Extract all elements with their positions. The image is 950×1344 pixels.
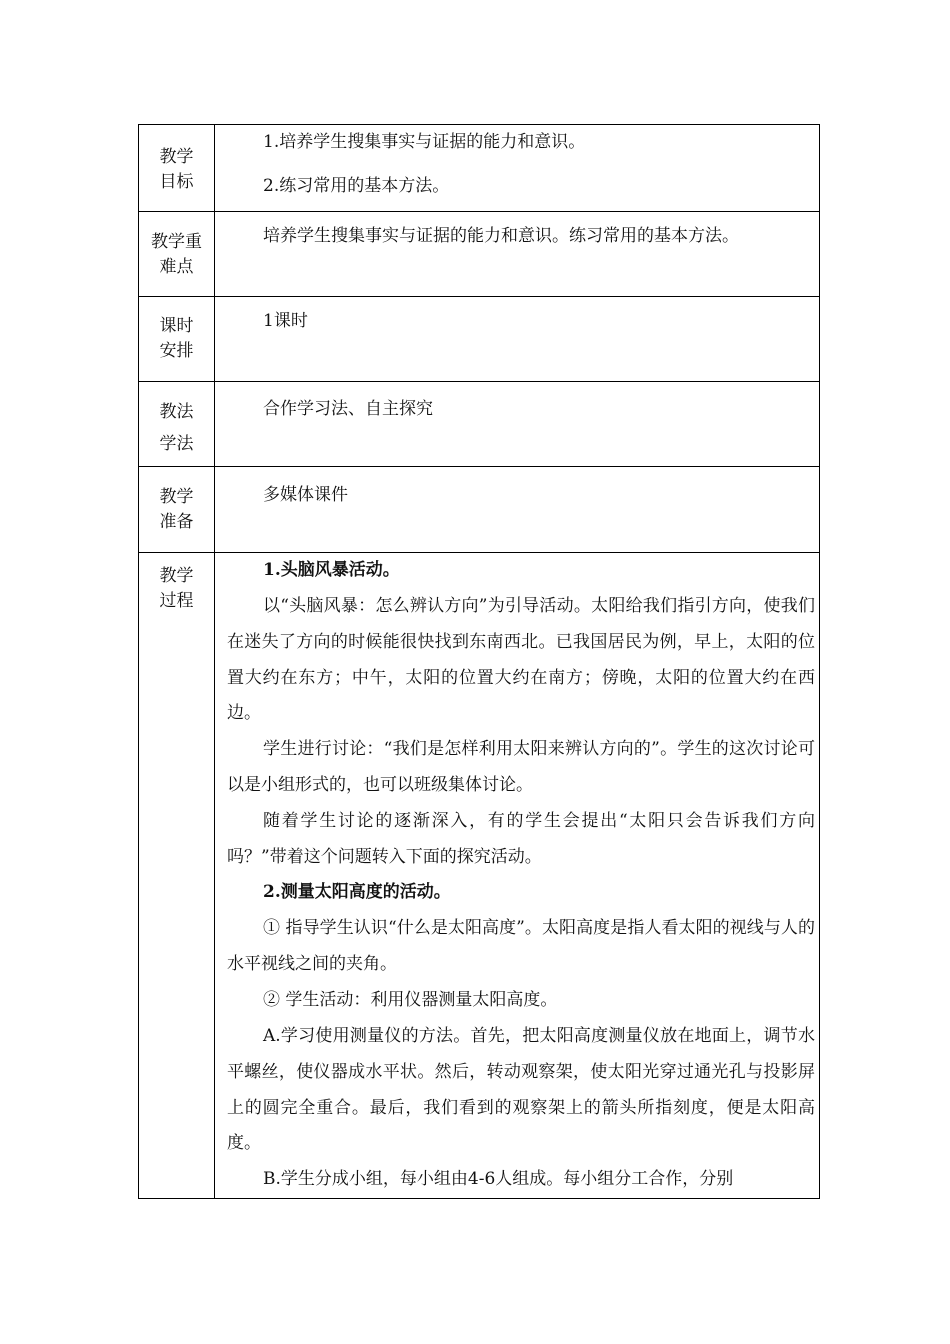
row-content [216, 125, 819, 211]
paragraph: ② 学生活动：利用仪器测量太阳高度。 [263, 990, 558, 1010]
row-preparation [139, 467, 819, 553]
row-label: 课时 安排 [139, 297, 215, 381]
row-content [216, 212, 819, 296]
row-label: 教法 学法 [139, 382, 215, 466]
paragraph: 以“头脑风暴：怎么辨认方向”为引导活动。太阳给我们指引方向，使我们在迷失了方向的时候能很快找到东南西北。已我国居民为例，早上，太阳的位置大约在东方；中午，太阳的位置大约在南方；傍晚，太阳的位置大约在西边。 [227, 596, 815, 724]
goal-line: 2.练习常用的基本方法。 [263, 176, 450, 196]
row-methods [139, 382, 819, 467]
paragraph: 随着学生讨论的逐渐深入，有的学生会提出“太阳只会告诉我们方向吗？”带着这个问题转入下面的探究活动。 [227, 811, 815, 867]
row-teaching-goals [139, 125, 819, 212]
row-label: 教学 过程 [139, 553, 215, 1198]
row-content [216, 467, 819, 552]
row-content [216, 382, 819, 466]
row-content [216, 553, 819, 1198]
methods-text: 合作学习法、自主探究 [263, 399, 433, 419]
row-schedule [139, 297, 819, 382]
lesson-plan-table [138, 124, 820, 1199]
row-label: 教学 目标 [139, 125, 215, 211]
key-points-text: 培养学生搜集事实与证据的能力和意识。练习常用的基本方法。 [263, 226, 739, 246]
paragraph: A.学习使用测量仪的方法。首先，把太阳高度测量仪放在地面上，调节水平螺丝，使仪器成水平状。然后，转动观察架，使太阳光穿过通光孔与投影屏上的圆完全重合。最后，我们看到的观察架上的箭头所指刻度，便是太阳高度。 [227, 1026, 815, 1154]
paragraph: 学生进行讨论：“我们是怎样利用太阳来辨认方向的”。学生的这次讨论可以是小组形式的，也可以班级集体讨论。 [227, 739, 815, 795]
schedule-text: 1课时 [263, 311, 308, 331]
goal-line: 1.培养学生搜集事实与证据的能力和意识。 [263, 132, 586, 152]
paragraph: B.学生分成小组，每小组由4-6人组成。每小组分工合作，分别 [263, 1169, 734, 1189]
section-heading: 1.头脑风暴活动。 [263, 560, 400, 580]
paragraph: ① 指导学生认识“什么是太阳高度”。太阳高度是指人看太阳的视线与人的水平视线之间的夹角。 [227, 918, 815, 974]
section-heading: 2.测量太阳高度的活动。 [263, 882, 451, 902]
row-key-points [139, 212, 819, 297]
row-process [139, 553, 819, 1198]
row-label: 教学 准备 [139, 467, 215, 552]
preparation-text: 多媒体课件 [263, 485, 348, 505]
row-content [216, 297, 819, 381]
row-label: 教学重 难点 [139, 212, 215, 296]
